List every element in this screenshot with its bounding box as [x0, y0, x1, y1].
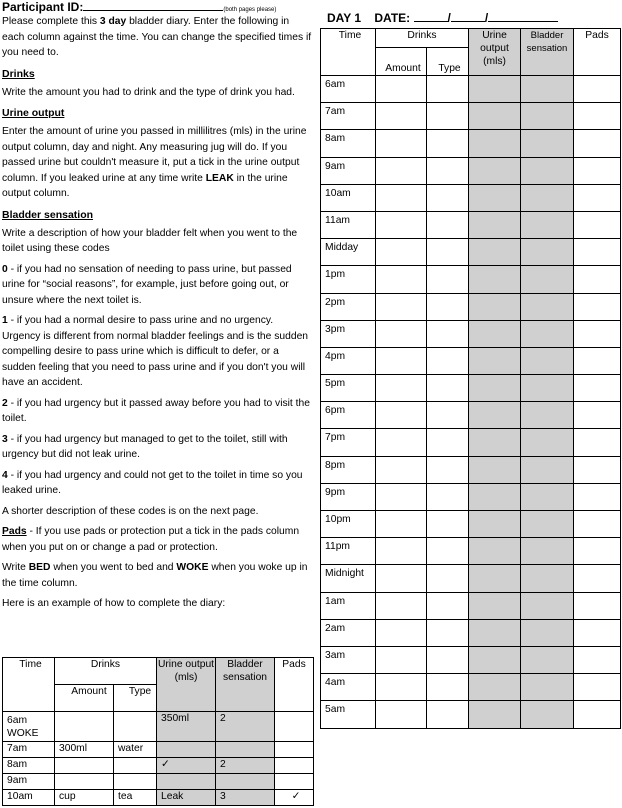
- diary-cell-urine[interactable]: [469, 701, 521, 728]
- diary-cell-amount[interactable]: [376, 239, 427, 266]
- bladder-text: Write a description of how your bladder felt when you went to the toilet using these codes: [2, 227, 298, 254]
- diary-row: [321, 565, 621, 592]
- diary-cell-amount[interactable]: [376, 375, 427, 402]
- instructions-panel: [2, 0, 314, 612]
- diary-cell-pads[interactable]: [574, 239, 621, 266]
- diary-cell-bladder[interactable]: [521, 130, 574, 157]
- diary-cell-time: 3pm: [321, 320, 376, 347]
- diary-row: [321, 293, 621, 320]
- diary-cell-amount[interactable]: [376, 184, 427, 211]
- diary-cell-amount[interactable]: [376, 674, 427, 701]
- example-col-bladder: Bladder sensation: [216, 658, 275, 712]
- diary-cell-pads[interactable]: [574, 320, 621, 347]
- diary-cell-urine[interactable]: [469, 538, 521, 565]
- example-cell-urine: [157, 774, 216, 790]
- diary-cell-bladder[interactable]: [521, 375, 574, 402]
- diary-cell-amount[interactable]: [376, 456, 427, 483]
- diary-cell-type[interactable]: [427, 157, 469, 184]
- diary-cell-time: 6pm: [321, 402, 376, 429]
- shorter-description: A shorter description of these codes is on the next page.: [2, 505, 259, 517]
- diary-cell-time: 2am: [321, 619, 376, 646]
- diary-cell-pads[interactable]: [574, 538, 621, 565]
- diary-cell-pads[interactable]: [574, 619, 621, 646]
- diary-cell-pads[interactable]: [574, 76, 621, 103]
- diary-cell-urine[interactable]: [469, 375, 521, 402]
- diary-cell-urine[interactable]: [469, 211, 521, 238]
- example-cell-time: 6am WOKE: [3, 712, 55, 742]
- diary-cell-urine[interactable]: [469, 402, 521, 429]
- example-cell-amount: [55, 712, 114, 742]
- day-label: DAY 1: [327, 11, 362, 25]
- diary-cell-time: 11am: [321, 211, 376, 238]
- diary-cell-type[interactable]: [427, 184, 469, 211]
- diary-cell-amount[interactable]: [376, 157, 427, 184]
- diary-cell-amount[interactable]: [376, 293, 427, 320]
- diary-row: [321, 538, 621, 565]
- diary-cell-bladder[interactable]: [521, 456, 574, 483]
- diary-col-pads: Pads: [574, 29, 621, 76]
- code-4: 4 - if you had urgency and could not get to the toilet in time so you leaked urine.: [2, 469, 303, 496]
- diary-cell-pads[interactable]: [574, 293, 621, 320]
- drinks-heading: Drinks: [2, 67, 35, 80]
- diary-cell-type[interactable]: [427, 674, 469, 701]
- diary-cell-pads[interactable]: [574, 103, 621, 130]
- example-cell-type: [114, 758, 157, 774]
- diary-cell-bladder[interactable]: [521, 239, 574, 266]
- example-cell-bladder: [216, 774, 275, 790]
- diary-cell-type[interactable]: [427, 320, 469, 347]
- diary-cell-type[interactable]: [427, 130, 469, 157]
- diary-row: [321, 266, 621, 293]
- diary-cell-amount[interactable]: [376, 211, 427, 238]
- example-cell-urine: Leak: [157, 790, 216, 806]
- diary-cell-urine[interactable]: [469, 619, 521, 646]
- diary-cell-time: 9pm: [321, 483, 376, 510]
- diary-cell-urine[interactable]: [469, 592, 521, 619]
- diary-row: [321, 375, 621, 402]
- example-cell-type: [114, 774, 157, 790]
- example-row: [3, 758, 314, 774]
- diary-row: [321, 701, 621, 728]
- diary-cell-type[interactable]: [427, 538, 469, 565]
- example-col-amount: Amount: [55, 685, 114, 712]
- diary-cell-urine[interactable]: [469, 293, 521, 320]
- diary-cell-pads[interactable]: [574, 184, 621, 211]
- diary-cell-urine[interactable]: [469, 674, 521, 701]
- diary-cell-pads[interactable]: [574, 511, 621, 538]
- diary-cell-amount[interactable]: [376, 76, 427, 103]
- example-cell-pads: [275, 712, 314, 742]
- diary-cell-type[interactable]: [427, 646, 469, 673]
- diary-cell-bladder[interactable]: [521, 701, 574, 728]
- diary-col-amount: Amount: [376, 48, 427, 76]
- diary-cell-amount[interactable]: [376, 103, 427, 130]
- diary-row: [321, 619, 621, 646]
- diary-row: [321, 456, 621, 483]
- diary-cell-urine[interactable]: [469, 76, 521, 103]
- diary-cell-bladder[interactable]: [521, 347, 574, 374]
- example-cell-time: 8am: [3, 758, 55, 774]
- diary-cell-time: 5pm: [321, 375, 376, 402]
- diary-cell-time: 7pm: [321, 429, 376, 456]
- diary-cell-type[interactable]: [427, 103, 469, 130]
- diary-cell-amount[interactable]: [376, 619, 427, 646]
- diary-cell-type[interactable]: [427, 429, 469, 456]
- diary-row: [321, 402, 621, 429]
- pads-text: Pads - If you use pads or protection put a tick in the pads column when you put on or change a pad or protection.: [2, 526, 300, 553]
- diary-col-bladder: Bladder sensation: [521, 29, 574, 76]
- example-cell-amount: 300ml: [55, 742, 114, 758]
- diary-cell-type[interactable]: [427, 293, 469, 320]
- diary-row: [321, 211, 621, 238]
- example-cell-pads: [275, 742, 314, 758]
- diary-cell-bladder[interactable]: [521, 266, 574, 293]
- bladder-heading: Bladder sensation: [2, 208, 94, 221]
- diary-cell-bladder[interactable]: [521, 184, 574, 211]
- diary-cell-time: 7am: [321, 103, 376, 130]
- diary-cell-pads[interactable]: [574, 674, 621, 701]
- diary-cell-bladder[interactable]: [521, 211, 574, 238]
- diary-cell-type[interactable]: [427, 402, 469, 429]
- example-cell-urine: ✓: [157, 758, 216, 774]
- diary-cell-urine[interactable]: [469, 347, 521, 374]
- diary-cell-pads[interactable]: [574, 211, 621, 238]
- example-cell-time: 10am: [3, 790, 55, 806]
- diary-cell-type[interactable]: [427, 592, 469, 619]
- diary-cell-urine[interactable]: [469, 320, 521, 347]
- diary-cell-type[interactable]: [427, 239, 469, 266]
- participant-id-field[interactable]: [83, 0, 223, 11]
- diary-cell-bladder[interactable]: [521, 76, 574, 103]
- diary-row: [321, 429, 621, 456]
- diary-cell-bladder[interactable]: [521, 103, 574, 130]
- diary-cell-type[interactable]: [427, 76, 469, 103]
- diary-cell-pads[interactable]: [574, 266, 621, 293]
- diary-row: [321, 592, 621, 619]
- diary-cell-urine[interactable]: [469, 511, 521, 538]
- diary-cell-time: Midnight: [321, 565, 376, 592]
- diary-cell-pads[interactable]: [574, 375, 621, 402]
- diary-cell-pads[interactable]: [574, 701, 621, 728]
- date-day-field[interactable]: [414, 11, 448, 22]
- diary-cell-urine[interactable]: [469, 483, 521, 510]
- diary-row: [321, 674, 621, 701]
- drinks-text: Write the amount you had to drink and the type of drink you had.: [2, 86, 295, 98]
- diary-cell-urine[interactable]: [469, 565, 521, 592]
- example-cell-time: 7am: [3, 742, 55, 758]
- example-cell-bladder: 2: [216, 712, 275, 742]
- bed-woke-text: Write BED when you went to bed and WOKE when you woke up in the time column.: [2, 562, 308, 589]
- diary-cell-pads[interactable]: [574, 456, 621, 483]
- code-0: 0 - if you had no sensation of needing to pass urine, but passed urine for “social reasons”, for example, just before going out, or unsure where the next toilet is.: [2, 263, 292, 306]
- example-col-urine: Urine output (mls): [157, 658, 216, 712]
- diary-cell-type[interactable]: [427, 565, 469, 592]
- date-label: DATE:: [374, 11, 411, 25]
- diary-col-urine: Urine output (mls): [469, 29, 521, 76]
- diary-cell-pads[interactable]: [574, 130, 621, 157]
- diary-cell-time: 2pm: [321, 293, 376, 320]
- diary-cell-urine[interactable]: [469, 184, 521, 211]
- diary-cell-pads[interactable]: [574, 646, 621, 673]
- diary-cell-type[interactable]: [427, 701, 469, 728]
- example-row: [3, 742, 314, 758]
- diary-cell-bladder[interactable]: [521, 402, 574, 429]
- diary-cell-amount[interactable]: [376, 402, 427, 429]
- urine-heading: Urine output: [2, 107, 65, 119]
- diary-cell-urine[interactable]: [469, 266, 521, 293]
- diary-cell-time: 1am: [321, 592, 376, 619]
- example-cell-amount: [55, 774, 114, 790]
- diary-cell-time: 11pm: [321, 538, 376, 565]
- diary-col-time: Time: [321, 29, 376, 76]
- diary-row: [321, 239, 621, 266]
- example-col-type: Type: [114, 685, 157, 712]
- intro-paragraph: Please complete this 3 day bladder diary. Enter the following in each column against the time. You can change the specified times if you need to.: [2, 16, 312, 58]
- diary-row: [321, 157, 621, 184]
- diary-cell-type[interactable]: [427, 619, 469, 646]
- diary-cell-bladder[interactable]: [521, 157, 574, 184]
- participant-id-note: (both pages please): [223, 7, 277, 13]
- diary-row: [321, 184, 621, 211]
- diary-cell-amount[interactable]: [376, 538, 427, 565]
- diary-cell-amount[interactable]: [376, 701, 427, 728]
- example-cell-bladder: 3: [216, 790, 275, 806]
- diary-cell-time: Midday: [321, 239, 376, 266]
- date-year-field[interactable]: [488, 11, 558, 22]
- diary-cell-pads[interactable]: [574, 402, 621, 429]
- diary-cell-bladder[interactable]: [521, 619, 574, 646]
- example-cell-urine: 350ml: [157, 712, 216, 742]
- diary-col-type: Type: [427, 48, 469, 76]
- code-3: 3 - if you had urgency but managed to get to the toilet, still with urgency but did not leak urine.: [2, 433, 288, 460]
- diary-cell-pads[interactable]: [574, 429, 621, 456]
- diary-cell-urine[interactable]: [469, 239, 521, 266]
- diary-cell-bladder[interactable]: [521, 429, 574, 456]
- diary-cell-time: 10pm: [321, 511, 376, 538]
- diary-cell-amount[interactable]: [376, 511, 427, 538]
- diary-cell-bladder[interactable]: [521, 592, 574, 619]
- diary-cell-amount[interactable]: [376, 429, 427, 456]
- example-cell-pads: [275, 758, 314, 774]
- example-cell-pads: [275, 774, 314, 790]
- diary-cell-time: 8pm: [321, 456, 376, 483]
- example-row: [3, 790, 314, 806]
- diary-cell-type[interactable]: [427, 456, 469, 483]
- diary-cell-type[interactable]: [427, 211, 469, 238]
- diary-cell-amount[interactable]: [376, 347, 427, 374]
- code-2: 2 - if you had urgency but it passed away before you had to visit the toilet.: [2, 397, 310, 424]
- example-cell-amount: [55, 758, 114, 774]
- diary-cell-urine[interactable]: [469, 130, 521, 157]
- example-row: [3, 712, 314, 742]
- diary-cell-pads[interactable]: [574, 347, 621, 374]
- diary-cell-amount[interactable]: [376, 592, 427, 619]
- diary-cell-time: 4pm: [321, 347, 376, 374]
- diary-cell-bladder[interactable]: [521, 483, 574, 510]
- diary-cell-urine[interactable]: [469, 103, 521, 130]
- diary-cell-time: 9am: [321, 157, 376, 184]
- diary-cell-urine[interactable]: [469, 646, 521, 673]
- example-cell-time: 9am: [3, 774, 55, 790]
- diary-cell-bladder[interactable]: [521, 674, 574, 701]
- diary-cell-urine[interactable]: [469, 456, 521, 483]
- diary-cell-pads[interactable]: [574, 592, 621, 619]
- diary-cell-pads[interactable]: [574, 483, 621, 510]
- example-col-time: Time: [3, 658, 55, 712]
- diary-row: [321, 483, 621, 510]
- example-col-drinks: Drinks: [55, 658, 157, 685]
- diary-cell-type[interactable]: [427, 375, 469, 402]
- diary-cell-time: 4am: [321, 674, 376, 701]
- participant-id-label: Participant ID:: [2, 0, 84, 14]
- diary-col-drinks: Drinks: [376, 29, 469, 48]
- diary-cell-type[interactable]: [427, 266, 469, 293]
- diary-row: [321, 320, 621, 347]
- diary-cell-time: 5am: [321, 701, 376, 728]
- diary-cell-amount[interactable]: [376, 646, 427, 673]
- example-cell-pads: ✓: [275, 790, 314, 806]
- diary-cell-urine[interactable]: [469, 157, 521, 184]
- code-1: 1 - if you had a normal desire to pass urine and no urgency. Urgency is different from normal bladder feelings and is the sudden compelling desire to pass urine which is difficult to defer, or a sudden feeling that you need to pass urine and if you don't you will have an accident.: [2, 315, 309, 388]
- diary-row: [321, 103, 621, 130]
- day-header: DAY 1 DATE: / /: [320, 0, 620, 28]
- diary-cell-time: 1pm: [321, 266, 376, 293]
- diary-cell-amount[interactable]: [376, 320, 427, 347]
- diary-cell-amount[interactable]: [376, 565, 427, 592]
- diary-row: [321, 76, 621, 103]
- diary-cell-time: 10am: [321, 184, 376, 211]
- diary-cell-bladder[interactable]: [521, 320, 574, 347]
- example-cell-type: [114, 712, 157, 742]
- diary-cell-bladder[interactable]: [521, 293, 574, 320]
- example-cell-urine: [157, 742, 216, 758]
- example-cell-type: water: [114, 742, 157, 758]
- diary-cell-amount[interactable]: [376, 266, 427, 293]
- example-col-pads: Pads: [275, 658, 314, 712]
- diary-cell-type[interactable]: [427, 511, 469, 538]
- diary-cell-pads[interactable]: [574, 565, 621, 592]
- example-cell-type: tea: [114, 790, 157, 806]
- diary-panel: [320, 0, 620, 729]
- diary-row: [321, 511, 621, 538]
- date-month-field[interactable]: [451, 11, 485, 22]
- example-table: [2, 657, 314, 806]
- diary-cell-bladder[interactable]: [521, 646, 574, 673]
- diary-table: [320, 28, 621, 729]
- diary-row: [321, 130, 621, 157]
- diary-cell-type[interactable]: [427, 483, 469, 510]
- diary-row: [321, 646, 621, 673]
- diary-cell-bladder[interactable]: [521, 565, 574, 592]
- diary-cell-amount[interactable]: [376, 483, 427, 510]
- example-cell-bladder: 2: [216, 758, 275, 774]
- diary-row: [321, 347, 621, 374]
- diary-cell-bladder[interactable]: [521, 538, 574, 565]
- diary-cell-bladder[interactable]: [521, 511, 574, 538]
- participant-id-line: [2, 0, 314, 14]
- diary-cell-amount[interactable]: [376, 130, 427, 157]
- diary-cell-urine[interactable]: [469, 429, 521, 456]
- example-intro: Here is an example of how to complete the diary:: [2, 598, 226, 609]
- diary-cell-pads[interactable]: [574, 157, 621, 184]
- example-row: [3, 774, 314, 790]
- diary-cell-type[interactable]: [427, 347, 469, 374]
- urine-text: Enter the amount of urine you passed in millilitres (mls) in the urine output column, day and night. Any measuring jug will do. If you passed urine but couldn't measure it, put a tick in the urine output column. If you leaked urine at any time write LEAK in the urine output column.: [2, 126, 307, 199]
- diary-cell-time: 3am: [321, 646, 376, 673]
- diary-cell-time: 6am: [321, 76, 376, 103]
- example-cell-amount: cup: [55, 790, 114, 806]
- example-cell-bladder: [216, 742, 275, 758]
- diary-cell-time: 8am: [321, 130, 376, 157]
